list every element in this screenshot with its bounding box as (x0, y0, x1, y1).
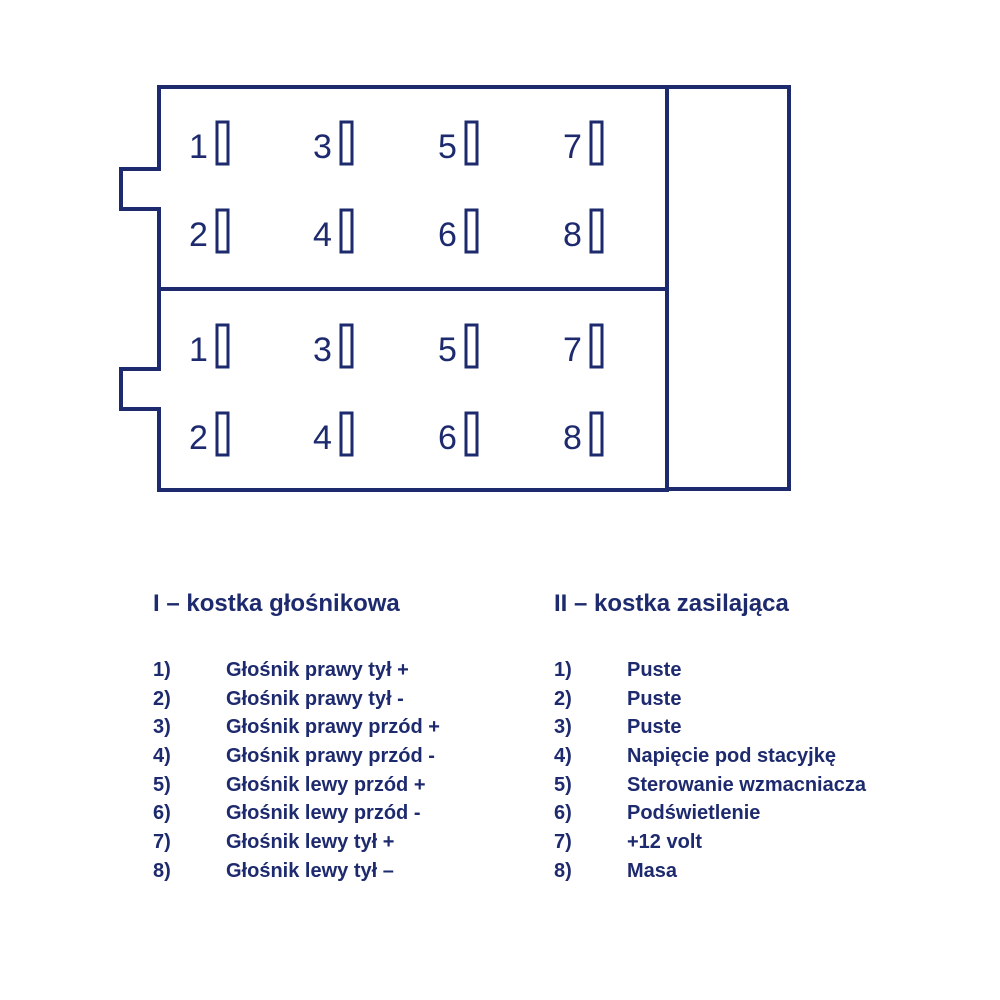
item-label: +12 volt (627, 831, 703, 854)
connector-block-2-outline (121, 289, 667, 490)
legend-item (153, 828, 440, 857)
item-number: 7) (153, 831, 171, 854)
pin-number: 7 (563, 331, 582, 369)
legend-title: II – kostka zasilająca (554, 590, 789, 617)
item-label: Sterowanie wzmacniacza (627, 773, 866, 796)
item-number: 6) (153, 802, 171, 825)
item-label: Głośnik lewy tył + (226, 831, 395, 854)
pins-block-1 (189, 122, 602, 254)
pin-contact (341, 413, 352, 455)
legend-title: I – kostka głośnikowa (153, 590, 400, 617)
item-label: Napięcie pod stacyjkę (627, 745, 836, 768)
pin-contact (217, 210, 228, 252)
legend-item (554, 828, 866, 857)
pin-contact (591, 122, 602, 164)
pin-number: 8 (563, 419, 582, 457)
pin-number: 3 (313, 128, 332, 166)
item-label: Głośnik lewy tył – (226, 859, 394, 882)
item-number: 2) (153, 687, 171, 710)
pin-contact (341, 210, 352, 252)
pin-contact (466, 122, 477, 164)
pin-number: 1 (189, 128, 208, 166)
item-label: Puste (627, 716, 682, 739)
item-number: 8) (153, 859, 171, 882)
item-number: 1) (153, 659, 171, 681)
legend-item (153, 685, 440, 714)
item-number: 3) (153, 716, 171, 739)
pin-contact (591, 325, 602, 367)
item-label: Głośnik lewy przód - (226, 802, 421, 825)
pin-contact (591, 413, 602, 455)
item-number: 4) (554, 745, 572, 768)
connector-block-1-outline (121, 87, 667, 289)
connector-housing (667, 87, 789, 489)
pin-number: 7 (563, 128, 582, 166)
pin-number: 8 (563, 216, 582, 254)
legend-item (554, 857, 866, 886)
item-label: Głośnik prawy tył - (226, 687, 404, 710)
legend-item (554, 799, 866, 828)
legend-item (153, 771, 440, 800)
item-number: 5) (153, 773, 171, 796)
legend-item (554, 742, 866, 771)
pin-contact (217, 122, 228, 164)
item-number: 7) (554, 831, 572, 854)
item-label: Głośnik prawy przód - (226, 745, 435, 768)
item-number: 5) (554, 773, 572, 796)
pin-number: 2 (189, 419, 208, 457)
item-label: Puste (627, 687, 682, 710)
item-number: 2) (554, 687, 572, 710)
item-label: Podświetlenie (627, 802, 761, 825)
pin-number: 2 (189, 216, 208, 254)
legend-item (153, 799, 440, 828)
pin-contact (217, 413, 228, 455)
pin-number: 5 (438, 331, 457, 369)
pin-contact (466, 210, 477, 252)
item-label: Głośnik lewy przód + (226, 773, 426, 796)
legend-item (153, 742, 440, 771)
legend-item (554, 656, 866, 685)
item-label: Głośnik prawy tył + (226, 659, 409, 681)
pins-block-2 (189, 325, 602, 457)
legend-item (153, 656, 440, 685)
legend-item (554, 771, 866, 800)
legend-item (153, 713, 440, 742)
item-label: Masa (627, 859, 678, 882)
pin-contact (466, 413, 477, 455)
pin-number: 4 (313, 419, 332, 457)
pin-number: 6 (438, 419, 457, 457)
pin-number: 5 (438, 128, 457, 166)
legend-item (153, 857, 440, 886)
pin-number: 6 (438, 216, 457, 254)
item-label: Głośnik prawy przód + (226, 716, 440, 739)
item-number: 4) (153, 745, 171, 768)
item-number: 3) (554, 716, 572, 739)
legend-power-connector (554, 590, 866, 886)
legend-speaker-connector (153, 590, 440, 886)
pin-contact (341, 122, 352, 164)
pin-number: 4 (313, 216, 332, 254)
pin-contact (217, 325, 228, 367)
pin-number: 1 (189, 331, 208, 369)
item-number: 1) (554, 659, 572, 681)
legend-item (554, 685, 866, 714)
item-label: Puste (627, 659, 682, 681)
pin-contact (466, 325, 477, 367)
item-number: 8) (554, 859, 572, 882)
pin-number: 3 (313, 331, 332, 369)
legend-item (554, 713, 866, 742)
pin-contact (591, 210, 602, 252)
pin-contact (341, 325, 352, 367)
item-number: 6) (554, 802, 572, 825)
